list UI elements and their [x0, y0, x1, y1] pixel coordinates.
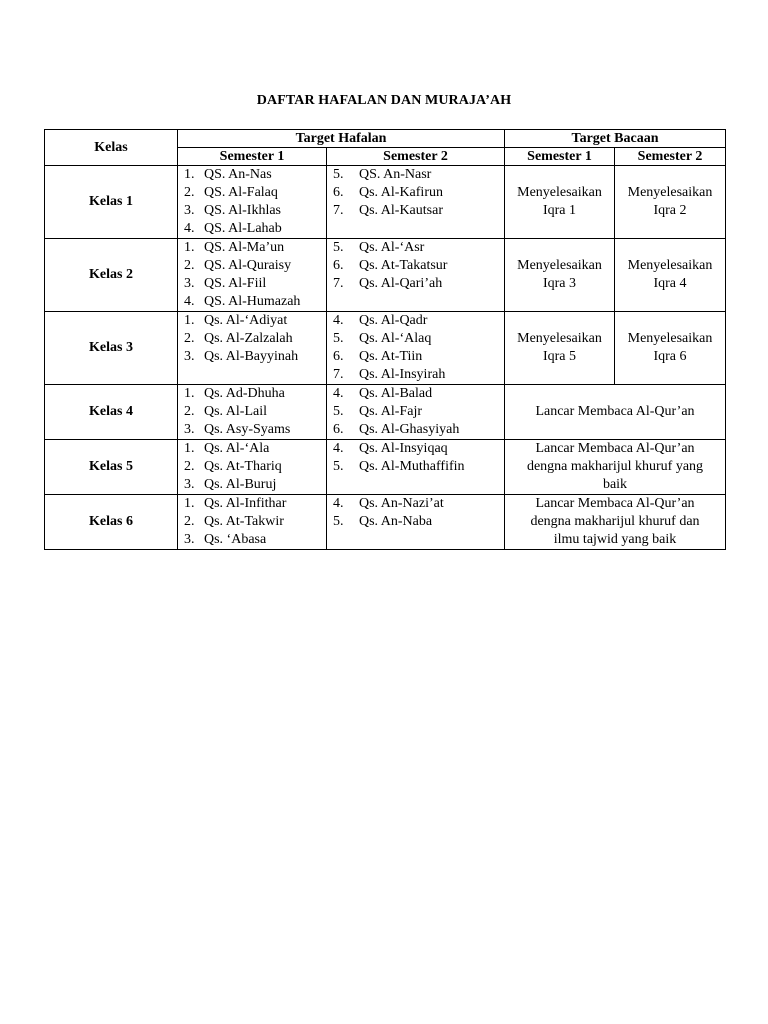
list-item	[178, 440, 326, 458]
list-item	[178, 421, 326, 439]
surah-name: Qs. An-Naba	[359, 514, 433, 529]
table-row	[45, 385, 726, 440]
list-item-number: 5.	[333, 514, 344, 529]
list-item-number: 1.	[184, 240, 195, 255]
surah-name: Qs. At-Takwir	[204, 514, 284, 529]
list-item-number: 5.	[333, 404, 344, 419]
list-item	[178, 403, 326, 421]
header-kelas: Kelas	[45, 130, 178, 166]
surah-name: QS. An-Nasr	[359, 167, 432, 182]
bacaan-line: Iqra 5	[542, 349, 577, 364]
list-item-number: 4.	[333, 313, 344, 328]
list-item	[327, 513, 504, 531]
bacaan-cell	[505, 385, 726, 440]
surah-name: Qs. Al-Ghasyiyah	[359, 422, 460, 437]
surah-name: Qs. Al-Kautsar	[359, 203, 443, 218]
list-item-number: 5.	[333, 331, 344, 346]
list-item	[327, 348, 504, 366]
table-row	[45, 440, 726, 495]
list-item	[178, 312, 326, 330]
bacaan-line: baik	[602, 477, 628, 492]
hafalan-semester-2-cell	[327, 312, 505, 385]
bacaan-line: Menyelesaikan	[517, 258, 602, 273]
hafalan-semester-1-cell	[178, 239, 327, 312]
surah-name: Qs. Al-Lail	[204, 404, 267, 419]
list-item	[327, 421, 504, 439]
bacaan-line: Menyelesaikan	[517, 331, 602, 346]
list-item	[327, 440, 504, 458]
header-bacaan-semester-2: Semester 2	[615, 148, 726, 166]
bacaan-semester-1-cell	[505, 312, 615, 385]
list-item-number: 1.	[184, 313, 195, 328]
hafalan-semester-2-cell	[327, 239, 505, 312]
list-item	[178, 220, 326, 238]
header-bacaan-semester-1: Semester 1	[505, 148, 615, 166]
hafalan-semester-1-cell	[178, 166, 327, 239]
bacaan-line: Menyelesaikan	[517, 185, 602, 200]
bacaan-semester-1-cell	[505, 239, 615, 312]
surah-name: Qs. An-Nazi’at	[359, 496, 444, 511]
list-item-number: 7.	[333, 203, 344, 218]
surah-name: Qs. Al-‘Adiyat	[204, 313, 288, 328]
bacaan-cell	[505, 440, 726, 495]
bacaan-line: dengna makharijul khuruf yang	[526, 459, 704, 474]
list-item	[327, 385, 504, 403]
bacaan-line: dengna makharijul khuruf dan	[530, 514, 700, 529]
list-item-number: 2.	[184, 404, 195, 419]
header-target-hafalan: Target Hafalan	[178, 130, 505, 148]
surah-name: Qs. Al-‘Asr	[359, 240, 425, 255]
surah-name: Qs. Al-‘Ala	[204, 441, 270, 456]
surah-name: Qs. Al-‘Alaq	[359, 331, 432, 346]
list-item	[178, 348, 326, 366]
list-item	[327, 275, 504, 293]
list-item	[178, 257, 326, 275]
surah-name: QS. Al-Falaq	[204, 185, 278, 200]
list-item-number: 6.	[333, 422, 344, 437]
list-item-number: 7.	[333, 276, 344, 291]
kelas-cell: Kelas 1	[45, 166, 178, 239]
list-item	[327, 366, 504, 384]
list-item	[327, 202, 504, 220]
list-item	[178, 202, 326, 220]
bacaan-line: Menyelesaikan	[627, 331, 713, 346]
surah-name: Qs. Al-Kafirun	[359, 185, 443, 200]
bacaan-line: Iqra 2	[653, 203, 687, 218]
bacaan-line: Iqra 4	[653, 276, 687, 291]
list-item	[327, 184, 504, 202]
list-item	[178, 513, 326, 531]
bacaan-line: Lancar Membaca Al-Qur’an	[535, 441, 695, 456]
list-item-number: 3.	[184, 532, 195, 547]
list-item	[178, 184, 326, 202]
surah-name: Qs. Al-Bayyinah	[204, 349, 299, 364]
surah-name: QS. Al-Fiil	[204, 276, 267, 291]
surah-name: QS. An-Nas	[204, 167, 272, 182]
list-item-number: 4.	[184, 294, 195, 309]
list-item	[327, 495, 504, 513]
list-item-number: 1.	[184, 496, 195, 511]
list-item-number: 7.	[333, 367, 344, 382]
list-item-number: 5.	[333, 167, 344, 182]
surah-name: Qs. At-Thariq	[204, 459, 282, 474]
list-item	[178, 239, 326, 257]
document-title: DAFTAR HAFALAN DAN MURAJA’AH	[256, 93, 512, 108]
list-item	[327, 312, 504, 330]
list-item-number: 4.	[333, 496, 344, 511]
list-item-number: 1.	[184, 167, 195, 182]
surah-name: QS. Al-Ikhlas	[204, 203, 281, 218]
header-hafalan-semester-1: Semester 1	[178, 148, 327, 166]
surah-name: QS. Al-Quraisy	[204, 258, 292, 273]
surah-name: QS. Al-Ma’un	[204, 240, 285, 255]
hafalan-semester-2-cell	[327, 166, 505, 239]
list-item-number: 2.	[184, 459, 195, 474]
list-item	[327, 403, 504, 421]
list-item-number: 1.	[184, 441, 195, 456]
bacaan-semester-2-cell	[615, 312, 726, 385]
kelas-cell: Kelas 4	[45, 385, 178, 440]
list-item-number: 2.	[184, 185, 195, 200]
list-item-number: 3.	[184, 349, 195, 364]
bacaan-line: Menyelesaikan	[627, 185, 713, 200]
list-item	[178, 476, 326, 494]
hafalan-semester-1-cell	[178, 312, 327, 385]
surah-name: Qs. Al-Insyirah	[359, 367, 446, 382]
surah-name: Qs. At-Tiin	[359, 349, 423, 364]
header-target-bacaan: Target Bacaan	[505, 130, 726, 148]
list-item	[327, 458, 504, 476]
surah-name: Qs. ‘Abasa	[204, 532, 267, 547]
surah-name: Qs. Al-Qari’ah	[359, 276, 443, 291]
list-item-number: 4.	[333, 386, 344, 401]
bacaan-semester-1-cell	[505, 166, 615, 239]
list-item-number: 3.	[184, 276, 195, 291]
list-item	[327, 166, 504, 184]
hafalan-semester-1-cell	[178, 495, 327, 550]
list-item-number: 6.	[333, 258, 344, 273]
bacaan-cell	[505, 495, 726, 550]
list-item	[178, 330, 326, 348]
hafalan-semester-1-cell	[178, 385, 327, 440]
table-row	[45, 239, 726, 312]
surah-name: Qs. Al-Muthaffifin	[359, 459, 465, 474]
surah-name: Qs. Asy-Syams	[204, 422, 291, 437]
list-item	[178, 166, 326, 184]
list-item	[178, 385, 326, 403]
hafalan-semester-2-cell	[327, 385, 505, 440]
list-item-number: 6.	[333, 185, 344, 200]
header-hafalan-semester-2: Semester 2	[327, 148, 505, 166]
surah-name: Qs. Al-Infithar	[204, 496, 287, 511]
list-item	[178, 495, 326, 513]
list-item-number: 3.	[184, 203, 195, 218]
surah-name: Qs. Al-Insyiqaq	[359, 441, 448, 456]
hafalan-semester-2-cell	[327, 495, 505, 550]
list-item	[178, 531, 326, 549]
surah-name: QS. Al-Lahab	[204, 221, 282, 236]
kelas-cell: Kelas 2	[45, 239, 178, 312]
list-item-number: 3.	[184, 477, 195, 492]
surah-name: Qs. Al-Zalzalah	[204, 331, 293, 346]
hafalan-semester-1-cell	[178, 440, 327, 495]
hafalan-semester-2-cell	[327, 440, 505, 495]
list-item-number: 5.	[333, 459, 344, 474]
bacaan-semester-2-cell	[615, 239, 726, 312]
list-item-number: 2.	[184, 258, 195, 273]
bacaan-semester-2-cell	[615, 166, 726, 239]
table-row	[45, 312, 726, 385]
list-item-number: 2.	[184, 331, 195, 346]
list-item	[178, 458, 326, 476]
bacaan-line: Iqra 6	[653, 349, 687, 364]
header-row-1	[45, 130, 726, 148]
surah-name: Qs. Al-Buruj	[204, 477, 277, 492]
list-item-number: 6.	[333, 349, 344, 364]
list-item-number: 2.	[184, 514, 195, 529]
table-row	[45, 166, 726, 239]
kelas-cell: Kelas 5	[45, 440, 178, 495]
bacaan-line: Lancar Membaca Al-Qur’an	[535, 496, 695, 511]
kelas-cell: Kelas 3	[45, 312, 178, 385]
bacaan-line: Iqra 3	[542, 276, 577, 291]
list-item	[178, 275, 326, 293]
surah-name: Qs. Ad-Dhuha	[204, 386, 285, 401]
list-item-number: 4.	[184, 221, 195, 236]
bacaan-line: ilmu tajwid yang baik	[553, 532, 677, 547]
list-item	[327, 239, 504, 257]
list-item-number: 5.	[333, 240, 344, 255]
list-item-number: 1.	[184, 386, 195, 401]
table-row	[45, 495, 726, 550]
bacaan-line: Iqra 1	[542, 203, 577, 218]
list-item-number: 4.	[333, 441, 344, 456]
surah-name: Qs. At-Takatsur	[359, 258, 448, 273]
kelas-cell: Kelas 6	[45, 495, 178, 550]
surah-name: Qs. Al-Fajr	[359, 404, 422, 419]
list-item	[178, 293, 326, 311]
surah-name: Qs. Al-Qadr	[359, 313, 428, 328]
list-item	[327, 330, 504, 348]
surah-name: QS. Al-Humazah	[204, 294, 301, 309]
bacaan-line: Menyelesaikan	[627, 258, 713, 273]
bacaan-line: Lancar Membaca Al-Qur’an	[535, 404, 695, 419]
surah-name: Qs. Al-Balad	[359, 386, 433, 401]
hafalan-table	[44, 129, 726, 550]
list-item	[327, 257, 504, 275]
list-item-number: 3.	[184, 422, 195, 437]
